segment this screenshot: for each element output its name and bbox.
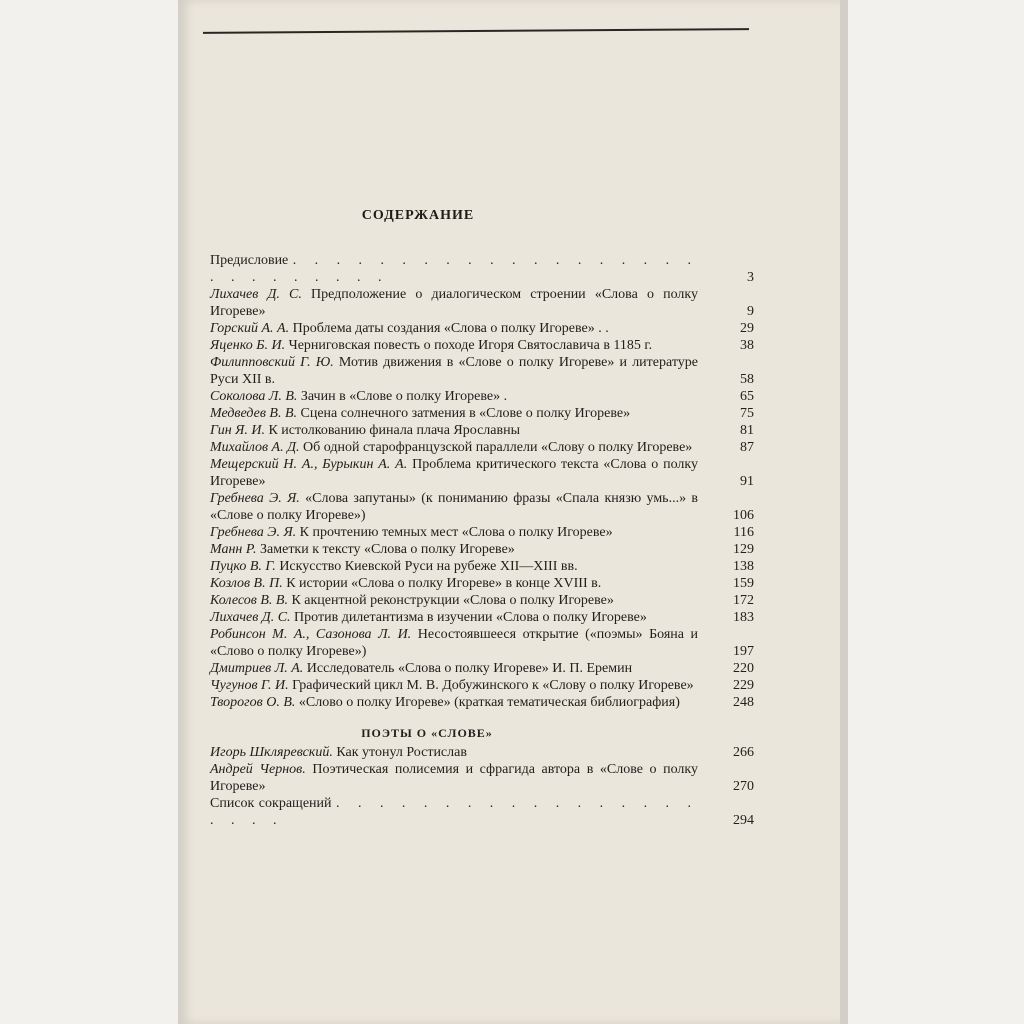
toc-entry-title: Черниговская повесть о походе Игоря Святославича в 1185 г. [288, 338, 653, 353]
toc-entry-author: Андрей Чернов. [210, 762, 306, 777]
toc-entry-text [210, 541, 698, 558]
toc-entry [210, 795, 754, 829]
toc-entry-text [210, 592, 698, 609]
toc-entry [210, 354, 754, 388]
toc-entry-page: 197 [733, 644, 754, 659]
toc-entry [210, 422, 754, 439]
toc-entry-author: Гребнева Э. Я. [210, 491, 300, 506]
toc-entry [210, 575, 754, 592]
toc-entry-title: Искусство Киевской Руси на рубеже XII—XIII вв. [279, 559, 578, 574]
toc-entry [210, 609, 754, 626]
toc-entry-title: «Слова запутаны» (к пониманию фразы «Спала князю умь...» в «Слове о полку Игореве») [210, 491, 699, 523]
toc-entry-title: Проблема критического текста «Слова о полку Игореве» [210, 457, 698, 489]
toc-entry [210, 439, 754, 456]
toc-entry [210, 252, 754, 286]
toc-entry [210, 320, 754, 337]
toc-entry [210, 337, 754, 354]
toc-entry [210, 761, 754, 795]
toc-entry [210, 490, 754, 524]
toc-entry-page: 3 [747, 270, 754, 285]
table-of-contents [210, 252, 754, 829]
toc-entry [210, 660, 754, 677]
toc-entry-author: Чугунов Г. И. [210, 678, 289, 693]
toc-entry-title: К акцентной реконструкции «Слова о полку Игореве» [291, 593, 614, 608]
toc-entry-page: 129 [733, 542, 754, 557]
toc-entry-page: 248 [733, 695, 754, 710]
toc-entry-author: Соколова Л. В. [210, 389, 298, 404]
next-page-edge [840, 0, 848, 1024]
toc-entry-title: К прочтению темных мест «Слова о полку Игореве» [299, 525, 613, 540]
toc-entry-text [210, 558, 698, 575]
toc-entry-leader: . . . . . . . . . . . . . . . . . . . . . . . . . . . . [210, 253, 699, 285]
toc-entry [210, 592, 754, 609]
toc-entry-page: 294 [733, 813, 754, 828]
toc-entry-text [210, 320, 698, 337]
toc-entry-author: Яценко Б. И. [210, 338, 286, 353]
toc-entry-page: 159 [733, 576, 754, 591]
toc-entry-author: Колесов В. В. [210, 593, 288, 608]
toc-entry-title: К истории «Слова о полку Игореве» в конце XVIII в. [286, 576, 602, 591]
toc-entry-page: 87 [740, 440, 754, 455]
toc-entry-title: Как утонул Ростислав [336, 745, 467, 760]
toc-entry-text [210, 761, 698, 795]
toc-entry [210, 558, 754, 575]
toc-entry-text [210, 252, 698, 286]
toc-entry-page: 270 [733, 779, 754, 794]
toc-entry [210, 456, 754, 490]
toc-entry [210, 524, 754, 541]
toc-entry-title: Исследователь «Слова о полку Игореве» И. П. Еремин [306, 661, 633, 676]
toc-entry-author: Пуцко В. Г. [210, 559, 276, 574]
toc-entry-author: Гребнева Э. Я. [210, 525, 297, 540]
toc-entry-page: 9 [747, 304, 754, 319]
toc-entry-title: Предположение о диалогическом строении «Слова о полку Игореве» [210, 287, 699, 319]
toc-entry [210, 677, 754, 694]
toc-entry-author: Манн Р. [210, 542, 257, 557]
toc-entry-author: Лихачев Д. С. [210, 287, 302, 302]
toc-entry-page: 183 [733, 610, 754, 625]
toc-entry-text [210, 609, 698, 626]
toc-entry-title: Список сокращений [210, 796, 332, 811]
toc-entry-text [210, 354, 698, 388]
toc-entry-page: 229 [733, 678, 754, 693]
toc-entry-page: 220 [733, 661, 754, 676]
toc-entry-page: 65 [740, 389, 754, 404]
toc-entry [210, 541, 754, 558]
toc-entry-text [210, 388, 698, 405]
toc-entry [210, 744, 754, 761]
toc-entry-title: Об одной старофранцузской параллели «Слову о полку Игореве» [303, 440, 693, 455]
toc-entry-author: Гин Я. И. [210, 423, 265, 438]
toc-entry-text [210, 490, 698, 524]
toc-entry-text [210, 660, 698, 677]
toc-entry-text [210, 626, 698, 660]
toc-entry [210, 626, 754, 660]
top-rule [203, 28, 749, 34]
toc-entry-author: Михайлов А. Д. [210, 440, 300, 455]
toc-entry-author: Мещерский Н. А., Бурыкин А. А. [210, 457, 408, 472]
toc-entry-title: «Слово о полку Игореве» (краткая тематическая библиография) [298, 695, 680, 710]
toc-entry-page: 116 [733, 525, 754, 540]
toc-entry-title: Против дилетантизма в изучении «Слова о полку Игореве» [294, 610, 647, 625]
toc-entry-text [210, 694, 698, 711]
toc-entry-author: Творогов О. В. [210, 695, 296, 710]
toc-entry-text [210, 456, 698, 490]
toc-entry-page: 266 [733, 745, 754, 760]
toc-entry-title: Сцена солнечного затмения в «Слове о полку Игореве» [300, 406, 631, 421]
toc-entry-title: Графический цикл М. В. Добужинского к «Слову о полку Игореве» [292, 678, 694, 693]
toc-entry-author: Козлов В. П. [210, 576, 283, 591]
toc-entry-leader: . . . . . . . . . . . . . . . . . . . . . [210, 796, 699, 828]
toc-entry-text [210, 677, 698, 694]
toc-entry [210, 388, 754, 405]
toc-entry-text [210, 575, 698, 592]
toc-entry-title: Зачин в «Слове о полку Игореве» . [300, 389, 508, 404]
toc-entry-author: Игорь Шкляревский. [210, 745, 333, 760]
toc-entry [210, 694, 754, 711]
toc-entry-text [210, 795, 698, 829]
toc-entry-title: Мотив движения в «Слове о полку Игореве» и литературе Руси XII в. [210, 355, 699, 387]
toc-entry [210, 286, 754, 320]
toc-entry-title: К истолкованию финала плача Ярославны [268, 423, 521, 438]
toc-entry-author: Лихачев Д. С. [210, 610, 291, 625]
toc-entry-title: Поэтическая полисемия и сфрагида автора в «Слове о полку Игореве» [210, 762, 698, 794]
toc-entry-text [210, 524, 698, 541]
toc-entry-text [210, 439, 698, 456]
toc-entry-text [210, 337, 698, 354]
toc-entry-text [210, 405, 698, 422]
toc-entry-title: Предисловие [210, 253, 289, 268]
toc-entry-page: 172 [733, 593, 754, 608]
toc-entry [210, 405, 754, 422]
toc-entry-title: Заметки к тексту «Слова о полку Игореве» [260, 542, 515, 557]
toc-entry-page: 75 [740, 406, 754, 421]
toc-entry-title: Проблема даты создания «Слова о полку Игореве» . . [292, 321, 609, 336]
toc-entry-author: Робинсон М. А., Сазонова Л. И. [210, 627, 412, 642]
toc-title: СОДЕРЖАНИЕ [361, 208, 475, 223]
toc-entries-poets [210, 744, 754, 829]
toc-entry-page: 91 [740, 474, 754, 489]
toc-entry-title: Несостоявшееся открытие («поэмы» Бояна и «Слово о полку Игореве») [210, 627, 698, 659]
toc-entry-author: Филипповский Г. Ю. [210, 355, 334, 370]
toc-entry-page: 106 [733, 508, 754, 523]
toc-entries [210, 252, 754, 711]
toc-entry-author: Медведев В. В. [210, 406, 298, 421]
toc-entry-page: 29 [740, 321, 754, 336]
toc-entry-text [210, 744, 698, 761]
toc-entry-page: 81 [740, 423, 754, 438]
section-title-poets: ПОЭТЫ О «СЛОВЕ» [361, 726, 493, 740]
toc-entry-page: 38 [740, 338, 754, 353]
toc-entry-page: 58 [740, 372, 754, 387]
toc-entry-text [210, 422, 698, 439]
book-page [178, 0, 840, 1024]
toc-entry-author: Дмитриев Л. А. [210, 661, 304, 676]
toc-entry-page: 138 [733, 559, 754, 574]
toc-entry-author: Горский А. А. [210, 321, 290, 336]
toc-entry-text [210, 286, 698, 320]
